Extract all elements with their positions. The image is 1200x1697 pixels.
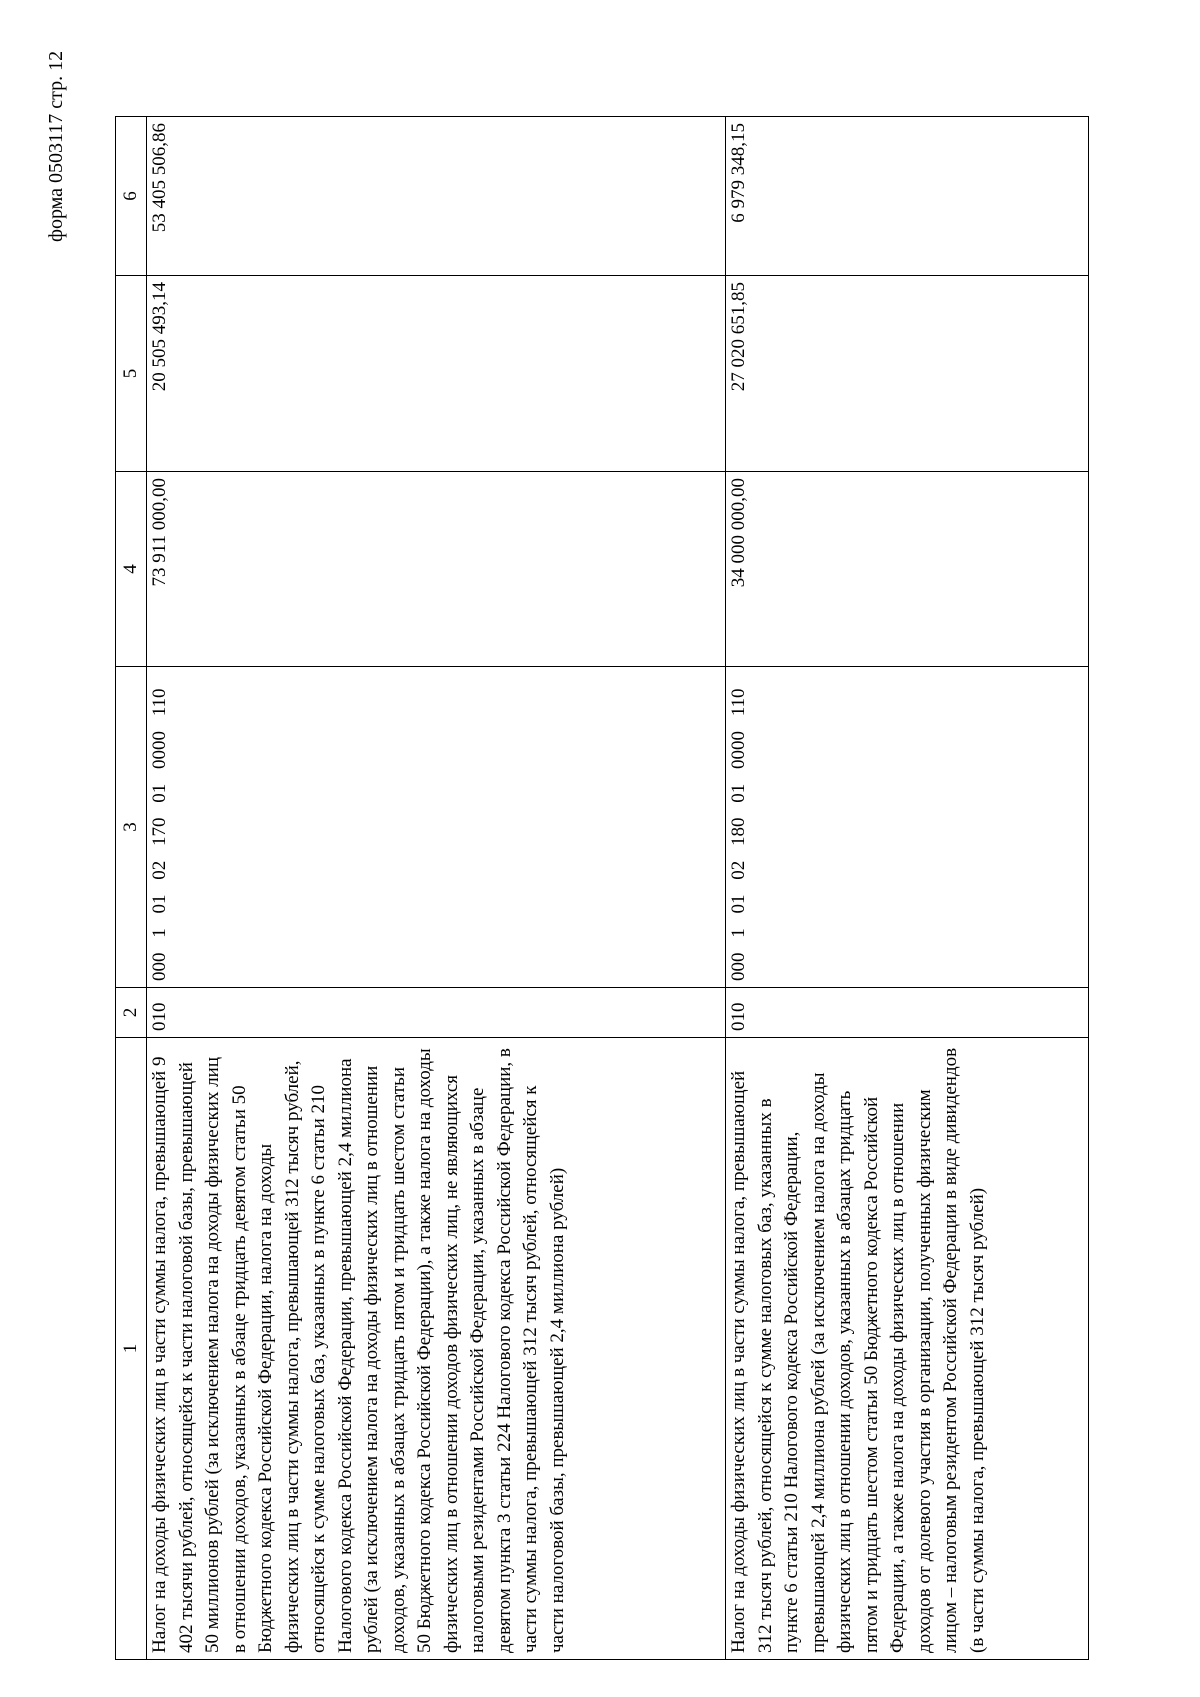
executed-amount: 20 505 493,14 xyxy=(147,276,726,472)
income-execution-table xyxy=(115,116,1089,1660)
column-header-1: 1 xyxy=(116,1038,147,1660)
code-subarticle: 170 xyxy=(149,817,170,846)
column-header-5: 5 xyxy=(116,276,147,472)
code-element: 01 xyxy=(728,783,749,803)
approved-amount: 73 911 000,00 xyxy=(147,472,726,667)
code-kosgu: 110 xyxy=(149,688,170,717)
budget-classification-code xyxy=(726,667,1089,988)
table-row xyxy=(726,117,1089,1660)
code-program: 0000 xyxy=(149,731,170,769)
code-subarticle: 180 xyxy=(728,817,749,846)
executed-amount: 27 020 651,85 xyxy=(726,276,1089,472)
column-header-3: 3 xyxy=(116,667,147,988)
column-header-2: 2 xyxy=(116,988,147,1038)
code-admin: 000 xyxy=(728,952,749,981)
code-article: 02 xyxy=(149,860,170,880)
line-code: 010 xyxy=(726,988,1089,1038)
code-subgroup: 01 xyxy=(728,894,749,914)
column-header-4: 4 xyxy=(116,472,147,667)
code-subgroup: 01 xyxy=(149,894,170,914)
code-element: 01 xyxy=(149,783,170,803)
income-description: Налог на доходы физических лиц в части суммы налога, превышающей 9 402 тысячи рублей, относящейся к части налоговой базы, превышающей 50 миллионов рублей (за исключением налога на доходы физических лиц в отношении доходов, указанных в абзаце тридцать девятом статьи 50 Бюджетного кодекса Российской Федерации, налога на доходы физических лиц в части суммы налога, превышающей 312 тысяч рублей, относящейся к сумме налоговых баз, указанных в пункте 6 статьи 210 Налогового кодекса Российской Федерации, превышающей 2,4 миллиона рублей (за исключением налога на доходы физических лиц в отношении доходов, указанных в абзацах тридцать пятом и тридцать шестом статьи 50 Бюджетного кодекса Российской Федерации), а также налога на доходы физических лиц в отношении доходов физических лиц, не являющихся налоговыми резидентами Российской Федерации, указанных в абзаце девятом пункта 3 статьи 224 Налогового кодекса Российской Федерации, в части суммы налога, превышающей 312 тысяч рублей, относящейся к части налоговой базы, превышающей 2,4 миллиона рублей) xyxy=(147,1038,726,1660)
income-description: Налог на доходы физических лиц в части суммы налога, превышающей 312 тысяч рублей, относящейся к сумме налоговых баз, указанных в пункте 6 статьи 210 Налогового кодекса Российской Федерации, превышающей 2,4 миллиона рублей (за исключением налога на доходы физических лиц в отношении доходов, указанных в абзацах тридцать пятом и тридцать шестом статьи 50 Бюджетного кодекса Российской Федерации, а также налога на доходы физических лиц в отношении доходов от долевого участия в организации, полученных физическим лицом – налоговым резидентом Российской Федерации в виде дивидендов (в части суммы налога, превышающей 312 тысяч рублей) xyxy=(726,1038,1089,1660)
code-kosgu: 110 xyxy=(728,688,749,717)
code-group: 1 xyxy=(728,928,749,938)
table-row xyxy=(147,117,726,1660)
unexecuted-amount: 6 979 348,15 xyxy=(726,117,1089,276)
code-program: 0000 xyxy=(728,731,749,769)
form-page-label: форма 0503117 стр. 12 xyxy=(45,50,67,242)
unexecuted-amount: 53 405 506,86 xyxy=(147,117,726,276)
line-code: 010 xyxy=(147,988,726,1038)
budget-classification-code xyxy=(147,667,726,988)
code-group: 1 xyxy=(149,928,170,938)
code-article: 02 xyxy=(728,860,749,880)
approved-amount: 34 000 000,00 xyxy=(726,472,1089,667)
column-header-6: 6 xyxy=(116,117,147,276)
column-number-row xyxy=(116,117,147,1660)
code-admin: 000 xyxy=(149,952,170,981)
